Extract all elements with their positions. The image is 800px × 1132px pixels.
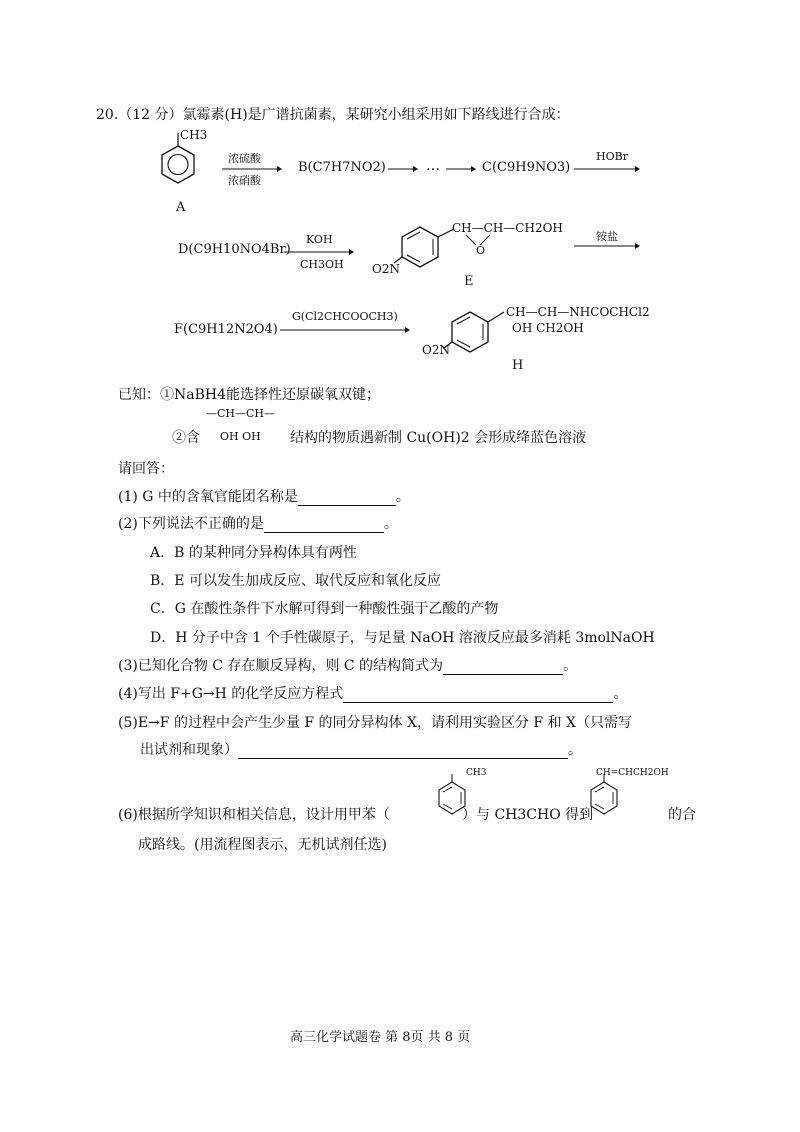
reagent-1-bottom: 浓硝酸: [228, 174, 261, 187]
q3-answer-blank[interactable]: [443, 660, 563, 675]
question-number: 20.: [96, 107, 119, 123]
reagent-1-top: 浓硫酸: [228, 152, 261, 165]
q6-part-3: 的合: [668, 807, 696, 823]
option-b: B．E 可以发生加成反应、取代反应和氧化反应: [150, 573, 441, 589]
question-score: （12 分）: [118, 107, 183, 123]
compound-e-label: E: [464, 274, 474, 289]
question-header: [96, 104, 570, 124]
q5-line-2: [140, 739, 582, 759]
q1-line: [118, 486, 410, 506]
reagent-3: HOBr: [596, 150, 628, 163]
page-footer: 高三化学试题卷 第 8页 共 8 页: [290, 1030, 471, 1045]
q5-end: 。: [568, 742, 582, 758]
q1-text: (1) G 中的含氧官能团名称是: [118, 489, 298, 505]
known-2-struct-bottom: OH OH: [220, 430, 261, 443]
option-d: D．H 分子中含 1 个手性碳原子，与足量 NaOH 溶液反应最多消耗 3molNaOH: [150, 630, 655, 646]
q2-answer-blank[interactable]: [264, 518, 384, 533]
q3-end: 。: [563, 658, 578, 674]
q4-answer-blank[interactable]: [343, 688, 613, 703]
known-1-text: ①NaBH4能选择性还原碳氧双键；: [160, 387, 381, 403]
option-c: C．G 在酸性条件下水解可得到一种酸性强于乙酸的产物: [150, 601, 499, 617]
q5-line-1: (5)E→F 的过程中会产生少量 F 的同分异构体 X，请利用实验区分 F 和 X（只需写: [118, 715, 633, 731]
q4-text: (4)写出 F+G→H 的化学反应方程式: [118, 686, 344, 702]
q2-text: (2)下列说法不正确的是: [118, 516, 264, 532]
ellipsis-dots: …: [426, 158, 440, 174]
q5-answer-blank[interactable]: [238, 744, 568, 759]
arrow-7: [280, 326, 410, 334]
arrow-6: [574, 242, 640, 250]
q6-toluene-ch3: CH3: [466, 768, 487, 778]
known-2-struct-top: —CH—CH—: [206, 407, 276, 420]
reagent-4-bottom: CH3OH: [300, 258, 344, 271]
q4-end: 。: [613, 686, 628, 702]
compound-e-oxygen: O: [476, 244, 486, 257]
please-answer: 请回答：: [118, 461, 174, 477]
q1-answer-blank[interactable]: [298, 491, 396, 506]
toluene-ch3-label: CH3: [180, 128, 208, 142]
q6-product-substituent: CH=CHCH2OH: [596, 768, 669, 778]
compound-h-label: H: [512, 358, 524, 373]
compound-e-o2n: O2N: [372, 262, 400, 276]
q6-part-1: (6)根据所学知识和相关信息，设计用甲苯（: [118, 807, 390, 823]
q2-line: [118, 513, 398, 533]
compound-h-substituents: OH CH2OH: [512, 321, 584, 335]
q2-end: 。: [383, 516, 398, 532]
known-2-pre: ②含: [172, 430, 200, 446]
compound-h-chain: CH—CH—NHCOCHCl2: [506, 305, 650, 319]
arrow-2: [388, 165, 418, 173]
compound-h-o2n: O2N: [422, 343, 450, 357]
compound-a-label: A: [176, 200, 186, 215]
compound-h-structure: [430, 298, 510, 368]
compound-c: C(C9H9NO3): [482, 160, 571, 175]
q6-line-2: 成路线。(用流程图表示，无机试剂任选): [138, 837, 387, 853]
compound-e-chain: CH—CH—CH2OH: [452, 221, 563, 235]
option-a: A．B 的某种同分异构体具有两性: [150, 545, 357, 561]
q3-line: [118, 655, 577, 675]
q6-part-2: ）与 CH3CHO 得到: [462, 807, 594, 823]
arrow-5: [284, 248, 354, 256]
arrow-4: [574, 165, 640, 173]
q5-line-2-text: 出试剂和现象）: [140, 742, 238, 758]
q3-text: (3)已知化合物 C 存在顺反异构，则 C 的结构简式为: [118, 658, 444, 674]
known-item-1: [118, 384, 380, 404]
reagent-6: G(Cl2CHCOOCH3): [292, 310, 398, 323]
question-intro: 氯霉素(H)是广谱抗菌素，某研究小组采用如下路线进行合成：: [182, 107, 570, 123]
known-prefix: 已知：: [118, 387, 160, 403]
known-2-post: 结构的物质遇新制 Cu(OH)2 会形成绛蓝色溶液: [290, 430, 587, 446]
reagent-5: 铵盐: [596, 230, 618, 243]
compound-d: D(C9H10NO4Br): [178, 242, 291, 257]
q1-end: 。: [395, 489, 410, 505]
compound-b: B(C7H7NO2): [298, 160, 386, 175]
reagent-4-top: KOH: [306, 233, 333, 246]
arrow-3: [446, 165, 476, 173]
q4-line: [118, 683, 627, 703]
compound-f: F(C9H12N2O4): [174, 322, 278, 337]
